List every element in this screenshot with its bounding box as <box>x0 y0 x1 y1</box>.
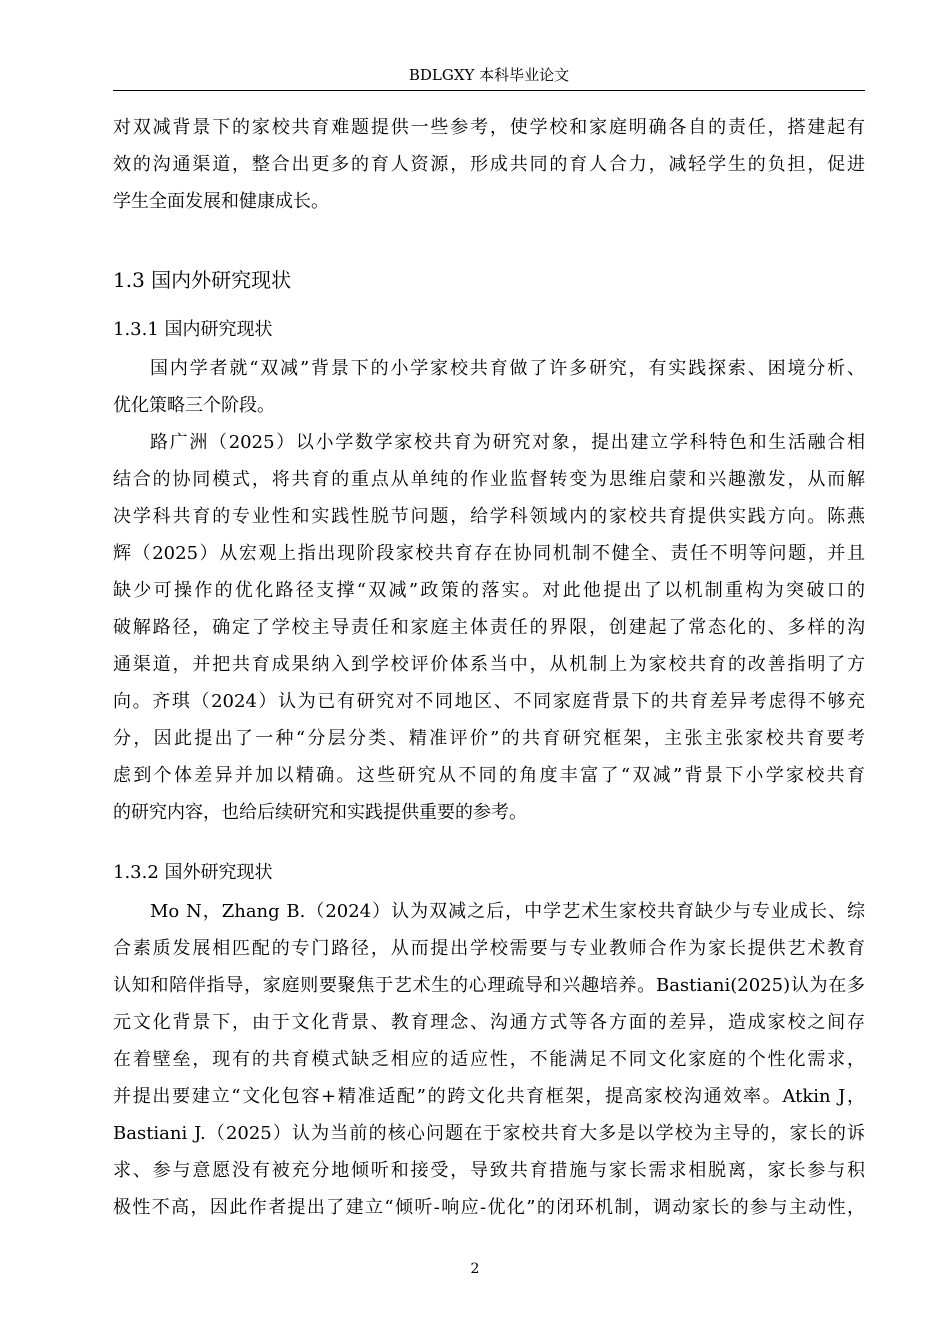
intro-line-3: 学生全面发展和健康成长。 <box>113 191 329 212</box>
foreign-p1-line-5: 在着壁垒，现有的共育模式缺乏相应的适应性，不能满足不同文化家庭的个性化需求， <box>113 1049 865 1070</box>
foreign-p1-line-8: 求、参与意愿没有被充分地倾听和接受，导致共育措施与家长需求相脱离，家长参与积 <box>113 1160 865 1181</box>
domestic-p2-line-11: 的研究内容，也给后续研究和实践提供重要的参考。 <box>113 802 527 823</box>
domestic-p2-line-6: 破解路径，确定了学校主导责任和家庭主体责任的界限，创建起了常态化的、多样的沟 <box>113 617 865 638</box>
domestic-p2-line-2: 结合的协同模式，将共育的重点从单纯的作业监督转变为思维启蒙和兴趣激发，从而解 <box>113 469 865 490</box>
running-header: BDLGXY 本科毕业论文 <box>408 66 570 84</box>
domestic-p1-line-1: 国内学者就“双减”背景下的小学家校共育做了许多研究，有实践探索、困境分析、 <box>150 358 865 379</box>
foreign-p1-line-3: 认知和陪伴指导，家庭则要聚焦于艺术生的心理疏导和兴趣培养。Bastiani(2025)认为在多 <box>113 975 865 996</box>
domestic-p2-line-3: 决学科共育的专业性和实践性脱节问题，给学科领域内的家校共育提供实践方向。陈燕 <box>113 506 865 527</box>
section-heading-1-3: 1.3 国内外研究现状 <box>113 268 292 292</box>
foreign-p1-line-4: 元文化背景下，由于文化背景、教育理念、沟通方式等各方面的差异，造成家校之间存 <box>113 1012 865 1033</box>
foreign-p1-line-6: 并提出要建立“文化包容+精准适配”的跨文化共育框架，提高家校沟通效率。Atkin J， <box>113 1086 865 1107</box>
intro-line-1: 对双减背景下的家校共育难题提供一些参考，使学校和家庭明确各自的责任，搭建起有 <box>113 117 865 138</box>
foreign-p1-line-9: 极性不高，因此作者提出了建立“倾听-响应-优化”的闭环机制，调动家长的参与主动性， <box>113 1197 865 1218</box>
domestic-p2-line-1: 路广洲（2025）以小学数学家校共育为研究对象，提出建立学科特色和生活融合相 <box>150 432 865 453</box>
domestic-p1-line-2: 优化策略三个阶段。 <box>113 395 275 416</box>
header-rule <box>113 90 865 91</box>
subsection-heading-1-3-2: 1.3.2 国外研究现状 <box>113 862 273 883</box>
intro-line-2: 效的沟通渠道，整合出更多的育人资源，形成共同的育人合力，减轻学生的负担，促进 <box>113 154 865 175</box>
domestic-p2-line-10: 虑到个体差异并加以精确。这些研究从不同的角度丰富了“双减”背景下小学家校共育 <box>113 765 865 786</box>
foreign-p1-line-7: Bastiani J.（2025）认为当前的核心问题在于家校共育大多是以学校为主导的，家长的诉 <box>113 1123 865 1144</box>
foreign-p1-line-1: Mo N，Zhang B.（2024）认为双减之后，中学艺术生家校共育缺少与专业成长、综 <box>150 901 865 922</box>
domestic-p2-line-9: 分，因此提出了一种“分层分类、精准评价”的共育研究框架，主张主张家校共育要考 <box>113 728 865 749</box>
domestic-p2-line-5: 缺少可操作的优化路径支撑“双减”政策的落实。对此他提出了以机制重构为突破口的 <box>113 580 865 601</box>
domestic-p2-line-7: 通渠道，并把共育成果纳入到学校评价体系当中，从机制上为家校共育的改善指明了方 <box>113 654 865 675</box>
page-number: 2 <box>470 1261 480 1277</box>
subsection-heading-1-3-1: 1.3.1 国内研究现状 <box>113 319 273 340</box>
domestic-p2-line-8: 向。齐琪（2024）认为已有研究对不同地区、不同家庭背景下的共育差异考虑得不够充 <box>113 691 865 712</box>
foreign-p1-line-2: 合素质发展相匹配的专门路径，从而提出学校需要与专业教师合作为家长提供艺术教育 <box>113 938 865 959</box>
domestic-p2-line-4: 辉（2025）从宏观上指出现阶段家校共育存在协同机制不健全、责任不明等问题，并且 <box>113 543 865 564</box>
